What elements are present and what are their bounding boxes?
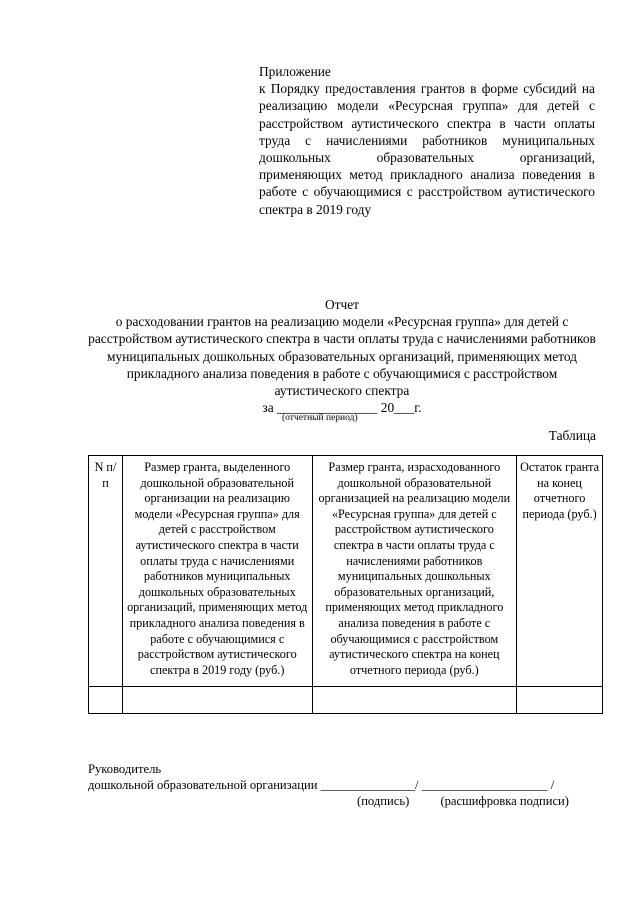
table-cell [122,687,312,714]
signature-decode-hint: (расшифровка подписи) [440,794,569,808]
table-cell [517,687,603,714]
table-label: Таблица [548,428,596,443]
appendix-title: Приложение [259,64,331,79]
table-cell [312,687,517,714]
report-subtitle: о расходовании грантов на реализацию модели «Ресурсная группа» для детей с расстройством аутистического спектра в части оплаты труда с начислениями работников муниципальных дошкольных образовательных организаций, применяющих метод прикладного анализа поведения в работе с обучающимися с расстройством аутистического спектра [88,314,596,399]
grants-table [88,455,603,714]
header-number: N п/п [89,456,123,687]
appendix-text: к Порядку предоставления грантов в форме субсидий на реализацию модели «Ресурсная группа» для детей с расстройством аутистического спектра в части оплаты труда с начислениями работников муниципальных дошкольных образовательных организаций, применяющих метод прикладного анализа поведения в работе с обучающимися с расстройством аутистического спектра в 2019 году [259,81,595,217]
signature-line: дошкольной образовательной организации _______________/ ____________________ / [88,777,555,792]
signature-hints [357,794,597,809]
appendix-block [259,63,595,218]
table-row [89,687,603,714]
signature-hint: (подпись) [357,794,410,808]
signature-role: Руководитель [88,762,162,776]
table-header-row [89,456,603,687]
header-grant-spent: Размер гранта, израсходованного дошкольной образовательной организацией на реализацию модели «Ресурсная группа» для детей с расстройством аутистического спектра в части оплаты труда с начислениями работников муниципальных дошкольных образовательных организаций, применяющих метод прикладного анализа поведения в работе с обучающимися с расстройством аутистического спектра на конец отчетного периода (руб.) [312,456,517,687]
report-title: Отчет [324,297,360,312]
table-cell [89,687,123,714]
report-header [82,296,602,416]
report-period-line: за _______________ 20___г. [262,400,422,416]
header-grant-remaining: Остаток гранта на конец отчетного периода (руб.) [517,456,603,687]
header-grant-allocated: Размер гранта, выделенного дошкольной образовательной организации на реализацию модели «Ресурсная группа» для детей с расстройством аутистического спектра в части оплаты труда с начислениями работников муниципальных дошкольных образовательных организаций, применяющих метод прикладного анализа поведения в работе с обучающимися с расстройством аутистического спектра в 2019 году (руб.) [122,456,312,687]
signature-block [88,762,554,794]
period-hint: (отчетный период) [282,413,358,423]
